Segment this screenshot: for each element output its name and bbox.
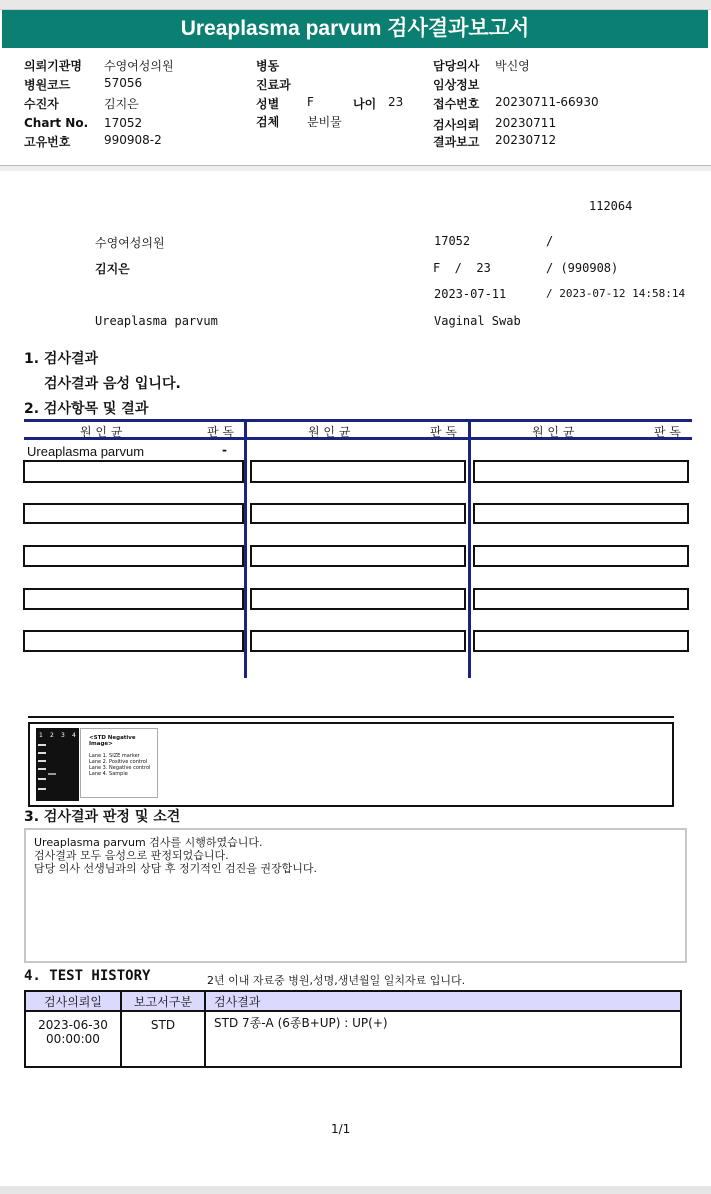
table-header-line (24, 437, 692, 440)
gel-legend-line: Lane 4. Sample (89, 771, 128, 777)
gel-legend-title: <STD Negative Image> (89, 735, 136, 747)
summary-report-datetime: / 2023-07-12 14:58:14 (546, 287, 686, 300)
history-result: STD 7종-A (6종B+UP) : UP(+) (205, 1011, 681, 1067)
section2-heading: 2. 검사항목 및 결과 (24, 401, 149, 417)
label-department: 진료과 (256, 78, 291, 92)
history-date: 2023-06-30 (38, 1018, 108, 1032)
gel-legend (80, 728, 158, 798)
label-institution: 의뢰기관명 (24, 59, 82, 73)
col-pathogen-3: 원 인 균 (532, 425, 575, 439)
value-specimen: 분비물 (307, 115, 342, 129)
label-request-date: 검사의뢰 (433, 118, 480, 132)
header-divider (0, 165, 711, 171)
value-sex: F (307, 95, 314, 109)
label-age: 나이 (353, 97, 377, 111)
gel-band (38, 788, 46, 790)
col-judge-1: 판 독 (207, 425, 234, 439)
result-cell (473, 545, 689, 567)
gel-legend-line: Lane 3. Negative control (89, 765, 151, 771)
page-number: 1/1 (331, 1122, 351, 1136)
section4-heading: 4. TEST HISTORY (24, 968, 151, 984)
result-cell (250, 588, 466, 610)
value-receipt-no: 20230711-66930 (495, 95, 599, 109)
opinion-line: Ureaplasma parvum 검사를 시행하였습니다. (34, 836, 263, 849)
browser-bottom-strip (0, 1186, 711, 1194)
label-doctor: 담당의사 (433, 59, 480, 73)
label-clinical-info: 임상정보 (433, 78, 480, 92)
col-judge-2: 판 독 (430, 425, 457, 439)
value-report-date: 20230712 (495, 133, 557, 147)
value-doctor: 박신영 (495, 59, 530, 73)
summary-request-date: 2023-07-11 (434, 287, 507, 301)
gel-legend-line: Lane 2. Positive control (89, 759, 148, 765)
col-pathogen-1: 원 인 균 (80, 425, 123, 439)
image-top-rule (28, 716, 674, 718)
result-cell (23, 545, 244, 567)
result-cell (250, 630, 466, 652)
value-request-date: 20230711 (495, 116, 557, 130)
history-col-type: 보고서구분 (121, 991, 205, 1011)
history-col-result: 검사결과 (205, 991, 681, 1011)
result-cell (473, 503, 689, 524)
summary-patient: 김지은 (95, 262, 130, 276)
summary-specimen: Vaginal Swab (434, 314, 521, 328)
value-institution: 수영여성의원 (104, 59, 174, 73)
summary-dob: / (990908) (546, 261, 619, 275)
gel-band (38, 768, 46, 770)
summary-test-name: Ureaplasma parvum (95, 314, 218, 328)
table-row (25, 1011, 681, 1067)
label-report-date: 결과보고 (433, 135, 480, 149)
section3-heading: 3. 검사결과 판정 및 소견 (24, 809, 181, 825)
history-type: STD (121, 1011, 205, 1067)
opinion-line: 검사결과 모두 음성으로 판정되었습니다. (34, 849, 229, 862)
gel-lane-label: 3 (61, 732, 65, 739)
value-chart-no: 17052 (104, 116, 143, 130)
label-hospital-code: 병원코드 (24, 78, 71, 92)
gel-band (38, 752, 46, 754)
gel-band (38, 744, 46, 746)
history-note: 2년 이내 자료중 병원,성명,생년월일 일치자료 입니다. (207, 974, 466, 987)
result-cell (23, 630, 244, 652)
col-pathogen-2: 원 인 균 (308, 425, 351, 439)
label-chart-no: Chart No. (24, 116, 89, 130)
result-cell (473, 588, 689, 610)
gel-lane-label: 2 (50, 732, 54, 739)
report-title: Ureaplasma parvum 검사결과보고서 (2, 10, 708, 48)
summary-hospital: 수영여성의원 (95, 236, 165, 250)
label-sex: 성별 (256, 97, 280, 111)
item-pathogen: Ureaplasma parvum (27, 444, 145, 459)
value-unique-no: 990908-2 (104, 133, 162, 147)
opinion-line: 담당 의사 선생님과의 상담 후 정기적인 검진을 권장합니다. (34, 862, 317, 875)
opinion-box (24, 828, 687, 963)
result-cell (250, 545, 466, 567)
history-time: 00:00:00 (46, 1032, 100, 1046)
item-result: - (222, 443, 227, 457)
column-divider-1 (244, 419, 247, 678)
summary-sex-age: F / 23 (433, 261, 491, 275)
result-cell (473, 630, 689, 652)
result-cell (23, 460, 244, 483)
browser-top-strip (0, 0, 711, 10)
value-patient: 김지은 (104, 97, 139, 111)
col-judge-3: 판 독 (654, 425, 681, 439)
table-top-line (24, 419, 692, 422)
gel-band (48, 773, 56, 775)
history-table (24, 990, 682, 1068)
label-unique-no: 고유번호 (24, 135, 71, 149)
value-age: 23 (388, 95, 404, 109)
gel-band (38, 778, 46, 780)
summary-chart: 17052 (434, 234, 471, 248)
summary-separator: / (546, 234, 554, 248)
label-ward: 병동 (256, 59, 280, 73)
column-divider-2 (468, 419, 471, 678)
section1-result: 검사결과 음성 입니다. (44, 376, 181, 392)
history-date-cell (25, 1011, 121, 1067)
gel-lane-label: 1 (39, 732, 43, 739)
label-specimen: 검체 (256, 115, 280, 129)
gel-band (38, 760, 46, 762)
gel-legend-line: Lane 1. SIZE marker (89, 753, 140, 759)
history-col-date: 검사의뢰일 (25, 991, 121, 1011)
value-hospital-code: 57056 (104, 76, 143, 90)
report-number: 112064 (589, 199, 633, 213)
result-cell (473, 460, 689, 483)
section1-heading: 1. 검사결과 (24, 351, 99, 367)
result-cell (250, 503, 466, 524)
result-cell (250, 460, 466, 483)
gel-electrophoresis-image (36, 728, 79, 801)
result-cell (23, 588, 244, 610)
label-receipt-no: 접수번호 (433, 97, 480, 111)
label-patient: 수진자 (24, 97, 59, 111)
gel-lane-label: 4 (72, 732, 76, 739)
result-cell (23, 503, 244, 524)
